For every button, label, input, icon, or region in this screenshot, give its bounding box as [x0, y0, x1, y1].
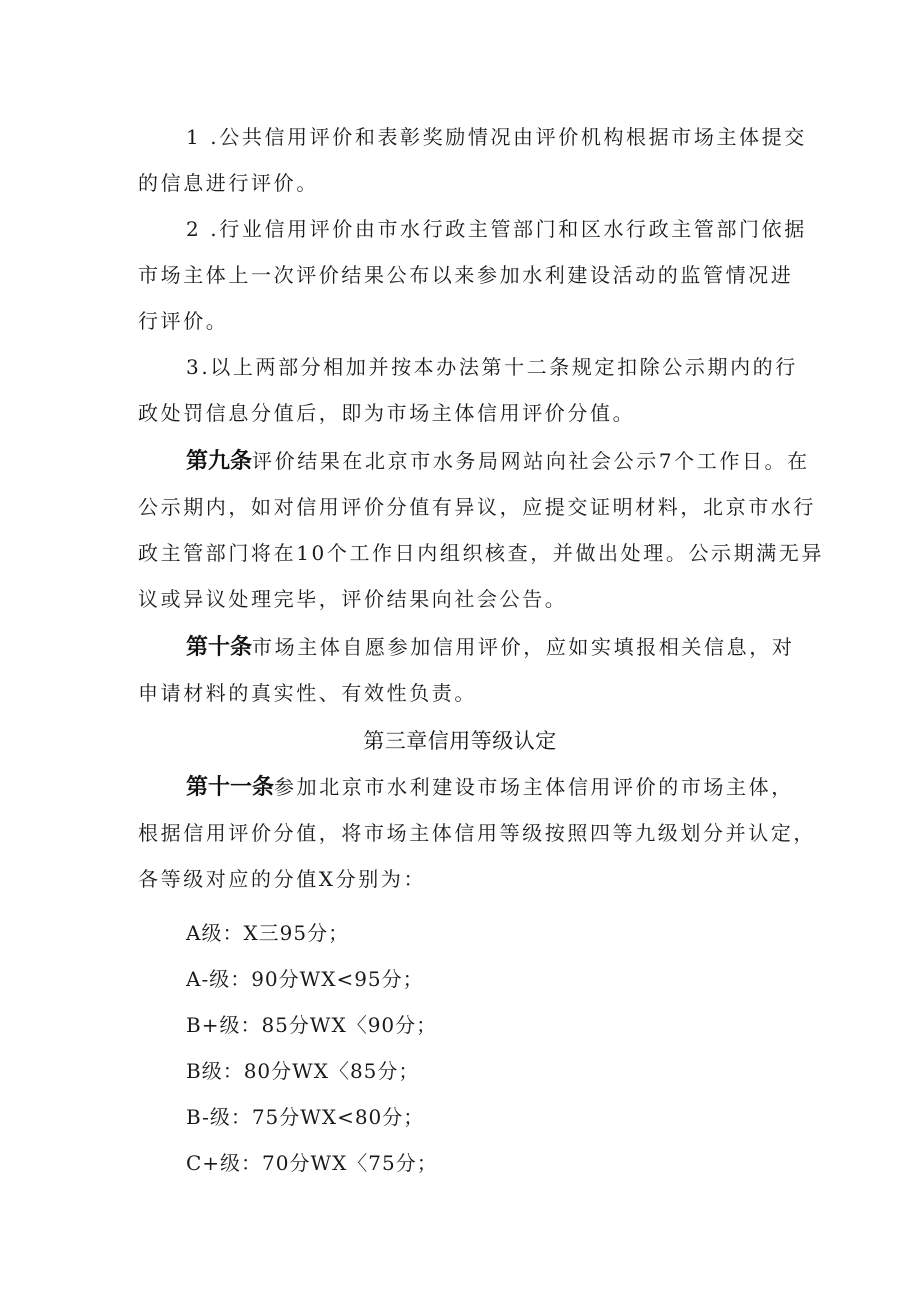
- article-11-line: [186, 772, 794, 803]
- grade-item: A级：X三95分；: [186, 921, 350, 945]
- grade-item: B+级：85分WX〈90分；: [186, 1013, 438, 1037]
- article-11-line: 根据信用评价分值，将市场主体信用等级按照四等九级划分并认定，: [138, 821, 816, 845]
- article-11-line: 各等级对应的分值X分别为：: [138, 867, 427, 891]
- article-9-text: 评价结果在北京市水务局网站向社会公示7个工作日。在: [252, 449, 810, 473]
- article-11-heading: 第十一条: [186, 775, 275, 800]
- paragraph-line: 政处罚信息分值后，即为市场主体信用评价分值。: [138, 401, 636, 425]
- article-10-heading: 第十条: [186, 635, 253, 660]
- grade-item: B级：80分WX〈85分；: [186, 1059, 420, 1083]
- article-9-line: 公示期内，如对信用评价分值有异议，应提交证明材料，北京市水行: [138, 495, 816, 519]
- article-10-line: 申请材料的真实性、有效性负责。: [138, 681, 477, 705]
- article-9-line: 政主管部门将在10个工作日内组织核查，并做出处理。公示期满无异: [138, 541, 825, 565]
- article-9-line: 议或异议处理完毕，评价结果向社会公告。: [138, 587, 568, 611]
- article-11-text: 参加北京市水利建设市场主体信用评价的市场主体，: [274, 775, 794, 799]
- paragraph-line: 的信息进行评价。: [138, 171, 319, 195]
- article-9-line: [186, 446, 810, 477]
- paragraph-line: 3.以上两部分相加并按本办法第十二条规定扣除公示期内的行: [186, 355, 798, 379]
- paragraph-line: 1 .公共信用评价和表彰奖励情况由评价机构根据市场主体提交: [186, 125, 807, 149]
- grade-item: A-级：90分WX<95分；: [186, 967, 424, 991]
- article-10-text: 市场主体自愿参加信用评价，应如实填报相关信息，对: [252, 635, 795, 659]
- paragraph-line: 行评价。: [138, 309, 229, 333]
- chapter-title: 第三章信用等级认定: [363, 729, 557, 753]
- article-9-heading: 第九条: [186, 449, 253, 474]
- grade-item: B-级：75分WX<80分；: [186, 1105, 425, 1129]
- paragraph-line: 市场主体上一次评价结果公布以来参加水利建设活动的监管情况进: [138, 263, 794, 287]
- paragraph-line: 2 .行业信用评价由市水行政主管部门和区水行政主管部门依据: [186, 217, 807, 241]
- article-10-line: [186, 632, 794, 663]
- grade-item: C+级：70分WX〈75分；: [186, 1151, 438, 1175]
